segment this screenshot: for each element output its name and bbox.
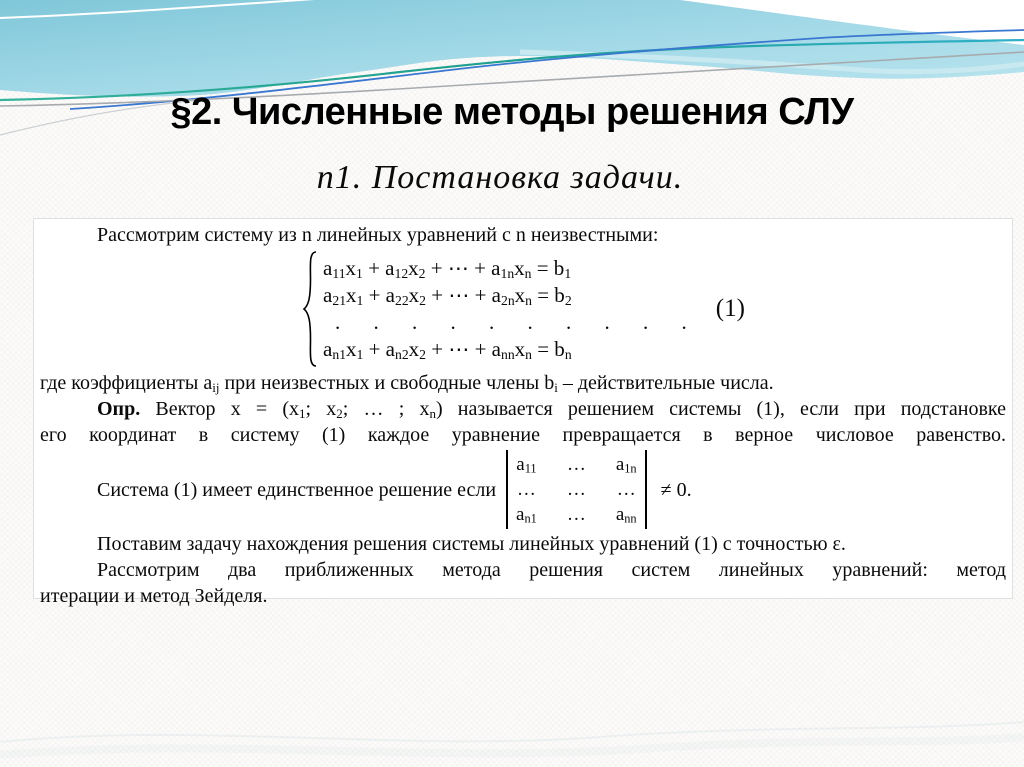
uniqueness-statement [40, 450, 1006, 529]
coefficients-paragraph: где коэффициенты $a_{ij}$ при неизвестных и свободные члены $b_i$ – действительные числа. [40, 372, 774, 395]
methods-line2: итерации и метод Зейделя. [40, 585, 268, 607]
equation-dots-row: . . . . . . . . . . [335, 310, 688, 334]
determinant-cell: … [616, 479, 636, 500]
page-subtitle: п1. Постановка задачи. [316, 159, 684, 196]
equation-row-2: $a_{21}x_1 + a_{22}x_2$ + ⋯ + $a_{2n}x_n = b_2$ [323, 283, 572, 308]
bottom-wave-decoration [0, 697, 1024, 767]
intro-paragraph: Рассмотрим систему из n линейных уравнений с n неизвестными: [97, 224, 659, 246]
methods-line1: Рассмотрим два приближенных метода решения систем линейных уравнений: метод [97, 559, 1006, 581]
equation-row-n: $a_{n1}x_1 + a_{n2}x_2$ + ⋯ + $a_{nn}x_n = b_n$ [323, 337, 572, 362]
determinant-condition: ≠ 0. [660, 478, 692, 501]
task-paragraph: Поставим задачу нахождения решения системы линейных уравнений (1) с точностью ε. [97, 533, 846, 555]
methods-paragraph [40, 557, 1006, 609]
definition-line1-text: Вектор $x = (x_1$; $x_2$; … ; $x_n$) называется решением системы (1), если при подстановке [155, 398, 1007, 421]
uniqueness-text: Система (1) имеет единственное решение если [97, 478, 497, 501]
determinant-cell: … [566, 479, 586, 500]
definition-label: Опр. [97, 398, 141, 420]
definition-paragraph [40, 396, 1006, 448]
determinant [506, 450, 647, 529]
page-title: §2. Численные методы решения СЛУ [170, 91, 854, 133]
determinant-cell: … [566, 504, 586, 525]
determinant-cell: … [566, 454, 586, 475]
determinant-cell: $a_{n1}$ [516, 504, 537, 526]
determinant-cell: … [516, 479, 536, 500]
determinant-cell: $a_{1n}$ [615, 454, 637, 476]
definition-line2: его координат в систему (1) каждое уравнение превращается в верное числовое равенство. [40, 424, 1006, 446]
determinant-cell: $a_{11}$ [516, 454, 537, 476]
content-box [33, 218, 1013, 607]
determinant-cell: $a_{nn}$ [615, 504, 637, 526]
equation-rows [323, 255, 688, 363]
equation-system [40, 250, 1006, 368]
left-brace [301, 250, 319, 368]
definition-line1 [40, 396, 1006, 422]
system-number-label: (1) [715, 295, 745, 322]
equation-row-1: $a_{11}x_1 + a_{12}x_2$ + ⋯ + $a_{1n}x_n = b_1$ [323, 256, 572, 281]
